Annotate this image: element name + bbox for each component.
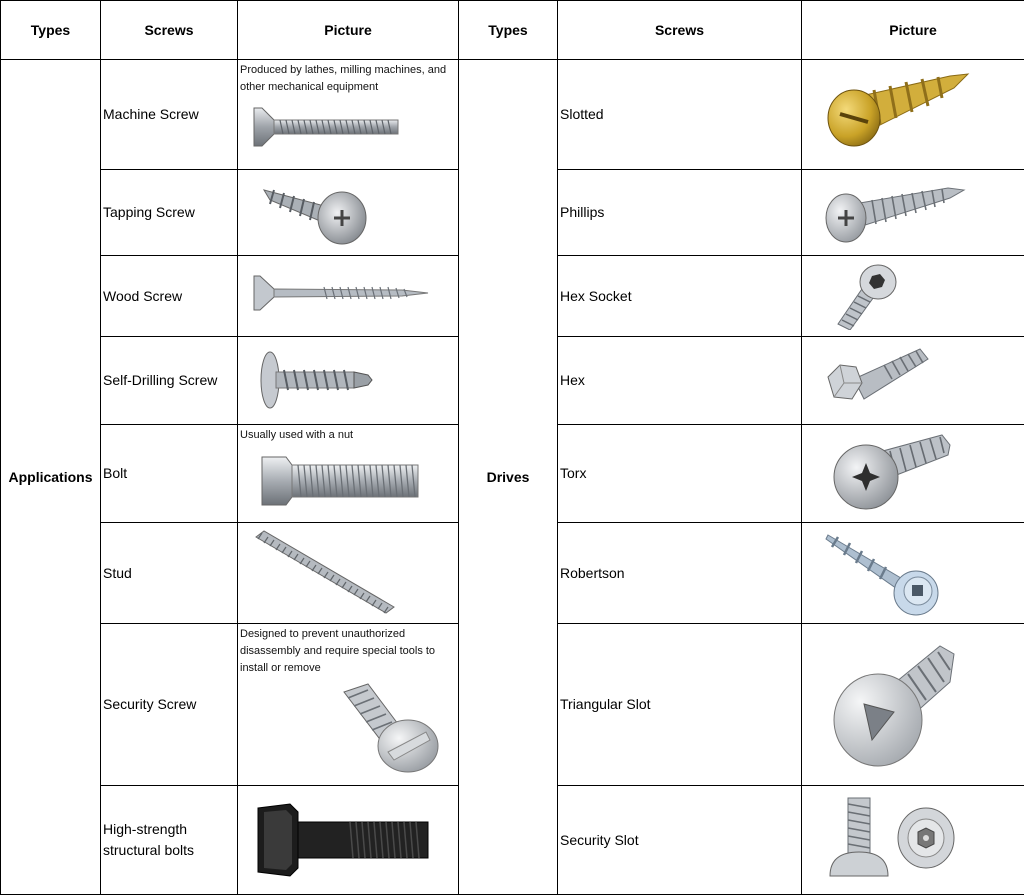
- picture-cell: [802, 786, 1024, 895]
- bolt-icon: [258, 451, 423, 511]
- header-screws: Screws: [558, 1, 802, 60]
- screw-name: Hex Socket: [558, 256, 802, 337]
- applications-table: [0, 0, 459, 895]
- screw-name: Self-Drilling Screw: [101, 337, 238, 425]
- screw-name: Torx: [558, 425, 802, 523]
- picture-cell: [238, 786, 459, 895]
- tapping-screw-icon: [260, 178, 370, 246]
- slotted-screw-icon: [822, 70, 972, 154]
- screw-note: Designed to prevent unauthorized disassembly and require special tools to install or remove: [240, 628, 436, 674]
- self-drilling-screw-icon: [258, 349, 378, 411]
- robertson-screw-icon: [824, 531, 944, 617]
- picture-cell: [802, 170, 1024, 256]
- picture-cell: [238, 624, 459, 786]
- table-row: [459, 60, 1024, 170]
- screw-name: High-strength structural bolts: [101, 786, 238, 895]
- drives-table: [458, 0, 1024, 895]
- picture-cell: [238, 170, 459, 256]
- table-row: [1, 60, 459, 170]
- wood-screw-icon: [252, 274, 432, 312]
- torx-screw-icon: [828, 433, 953, 513]
- screw-name: Hex: [558, 337, 802, 425]
- security-slot-screw-icon: [826, 794, 958, 886]
- screw-name: Stud: [101, 523, 238, 624]
- screw-note: Usually used with a nut: [240, 429, 354, 441]
- security-screw-icon: [338, 682, 443, 777]
- screw-name: Security Screw: [101, 624, 238, 786]
- picture-cell: [802, 523, 1024, 624]
- hex-socket-screw-icon: [828, 262, 900, 330]
- picture-cell: [802, 624, 1024, 786]
- screw-name: Wood Screw: [101, 256, 238, 337]
- screw-name: Tapping Screw: [101, 170, 238, 256]
- header-picture: Picture: [238, 1, 459, 60]
- screw-name: Robertson: [558, 523, 802, 624]
- picture-cell: [238, 60, 459, 170]
- triangular-slot-screw-icon: [830, 642, 960, 770]
- type-drives: Drives: [459, 60, 558, 895]
- phillips-screw-icon: [824, 182, 969, 244]
- screw-name: Phillips: [558, 170, 802, 256]
- structural-bolt-icon: [254, 800, 432, 880]
- screw-name: Bolt: [101, 425, 238, 523]
- screw-name: Machine Screw: [101, 60, 238, 170]
- screw-name: Security Slot: [558, 786, 802, 895]
- picture-cell: [802, 337, 1024, 425]
- picture-cell: [238, 425, 459, 523]
- screw-name: Triangular Slot: [558, 624, 802, 786]
- picture-cell: [238, 337, 459, 425]
- picture-cell: [238, 256, 459, 337]
- picture-cell: [238, 523, 459, 624]
- hex-bolt-icon: [824, 345, 932, 415]
- picture-cell: [802, 60, 1024, 170]
- machine-screw-icon: [252, 104, 402, 150]
- header-picture: Picture: [802, 1, 1024, 60]
- type-applications: Applications: [1, 60, 101, 895]
- header-screws: Screws: [101, 1, 238, 60]
- picture-cell: [802, 425, 1024, 523]
- header-types: Types: [459, 1, 558, 60]
- picture-cell: [802, 256, 1024, 337]
- stud-icon: [252, 529, 397, 617]
- header-types: Types: [1, 1, 101, 60]
- screw-name: Slotted: [558, 60, 802, 170]
- screw-note: Produced by lathes, milling machines, and other mechanical equipment: [240, 64, 447, 93]
